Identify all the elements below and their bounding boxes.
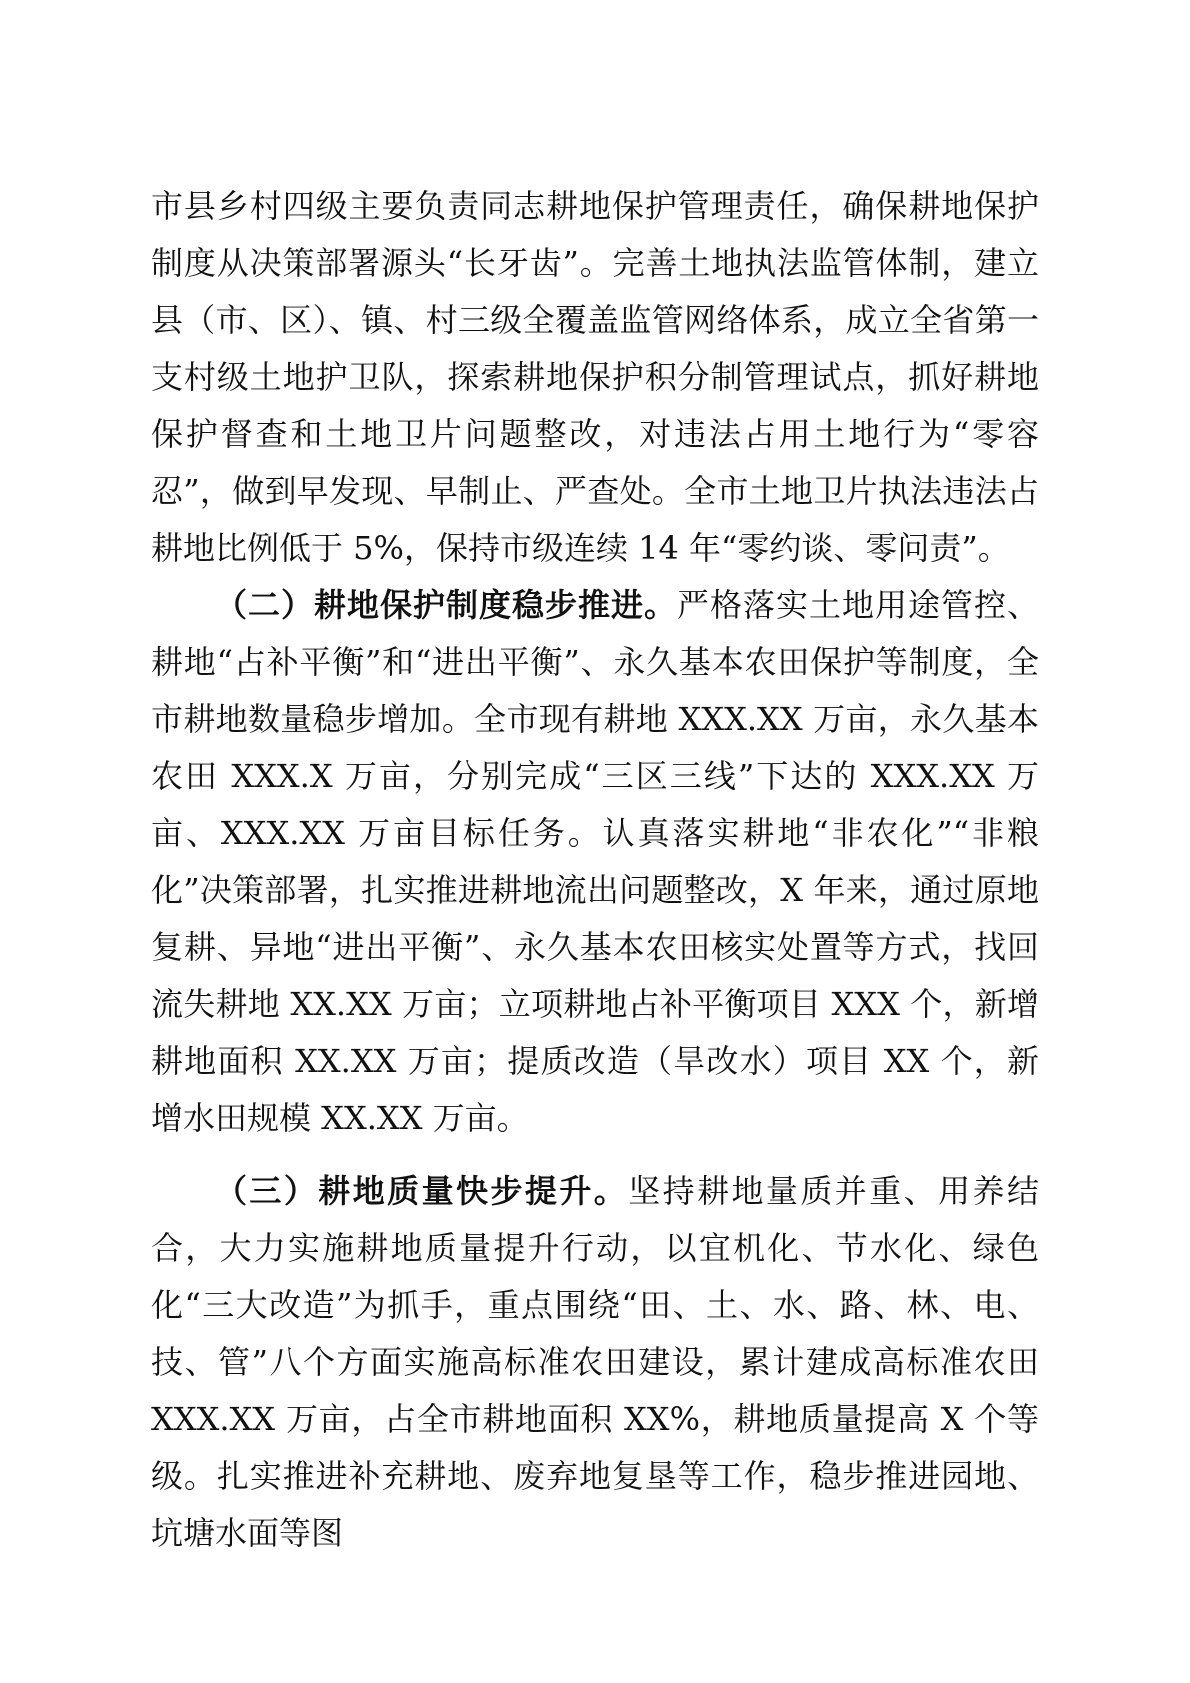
section-heading-2: （二）耕地保护制度稳步推进。 <box>215 586 677 624</box>
paragraph-continuation: 市县乡村四级主要负责同志耕地保护管理责任，确保耕地保护制度从决策部署源头“长牙齿”。完善土地执法监管体制，建立县（市、区）、镇、村三级全覆盖监管网络体系，成立全省第一支村级土地护卫队，探索耕地保护积分制管理试点，抓好耕地保护督查和土地卫片问题整改，对违法占用土地行为“零容忍”，做到早发现、早制止、严查处。全市土地卫片执法违法占耕地比例低于 5%，保持市级连续 14 年“零约谈、零问责”。 <box>151 187 1039 567</box>
paragraph-body-3: 坚持耕地量质并重、用养结合，大力实施耕地质量提升行动，以宜机化、节水化、绿色化“三大改造”为抓手，重点围绕“田、土、水、路、林、电、技、管”八个方面实施高标准农田建设，累计建成高标准农田 XXX.XX 万亩，占全市耕地面积 XX%，耕地质量提高 X 个等级。扎实推进补充耕地、废弃地复垦等工作，稳步推进园地、坑塘水面等图 <box>151 1172 1039 1552</box>
paragraph-body-2: 严格落实土地用途管控、耕地“占补平衡”和“进出平衡”、永久基本农田保护等制度，全市耕地数量稳步增加。全市现有耕地 XXX.XX 万亩，永久基本农田 XXX.X 万亩，分别完成“三区三线”下达的 XXX.XX 万亩、XXX.XX 万亩目标任务。认真落实耕地“非农化”“非粮化”决策部署，扎实推进耕地流出问题整改，X 年来，通过原地复耕、异地“进出平衡”、永久基本农田核实处置等方式，找回流失耕地 XX.XX 万亩；立项耕地占补平衡项目 XXX 个，新增耕地面积 XX.XX 万亩；提质改造（旱改水）项目 XX 个，新增水田规模 XX.XX 万亩。 <box>151 586 1039 1137</box>
document-body <box>151 178 1039 1562</box>
paragraph-farmland-protection-system <box>151 577 1039 1147</box>
section-heading-3: （三）耕地质量快步提升。 <box>215 1172 629 1210</box>
paragraph-farmland-quality <box>151 1163 1039 1562</box>
